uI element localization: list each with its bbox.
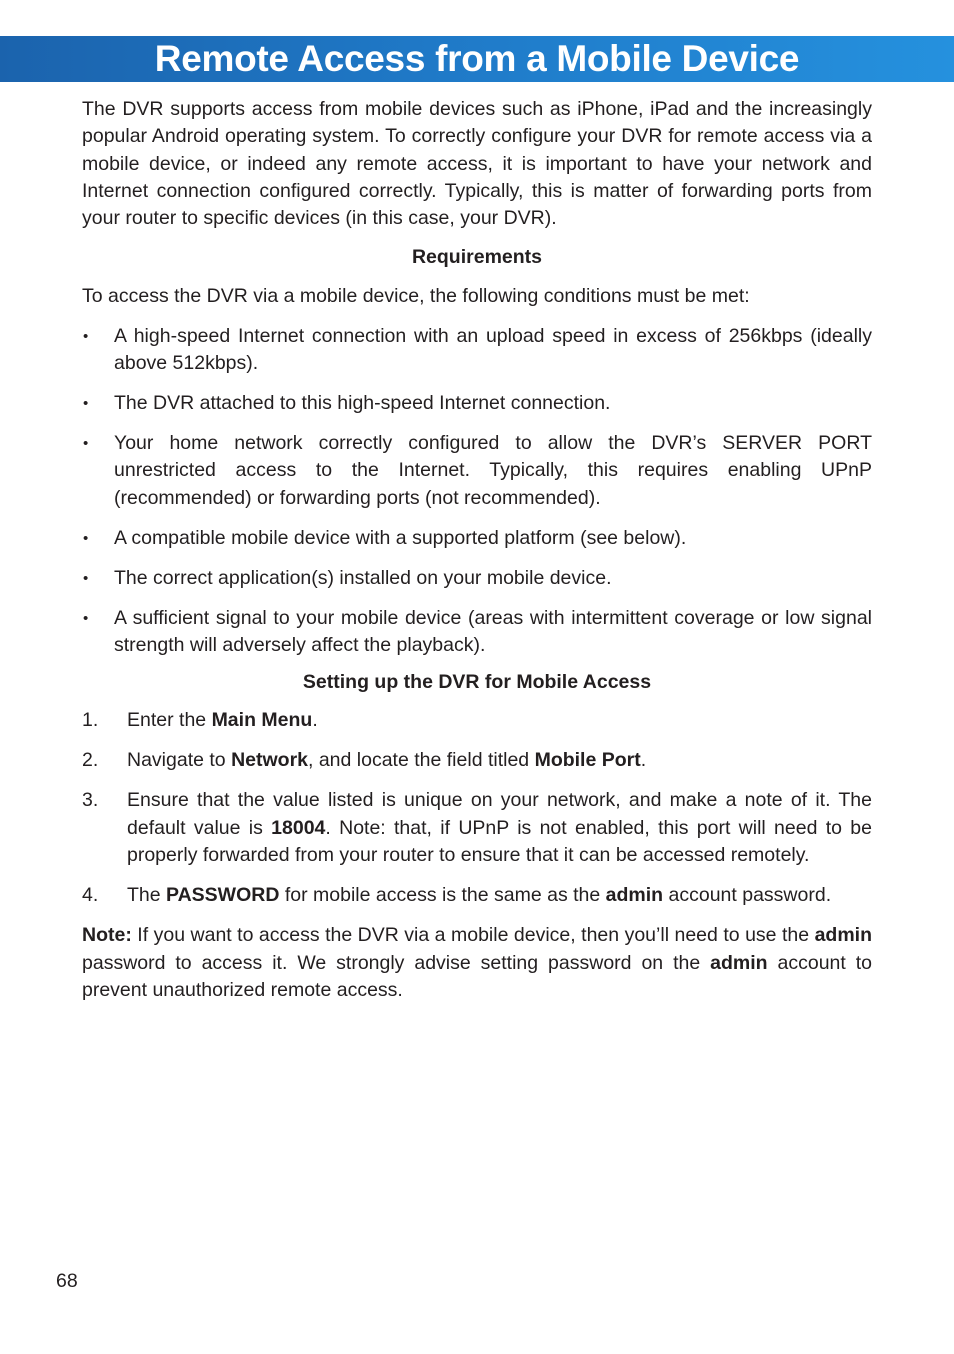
requirements-lead: To access the DVR via a mobile device, the following conditions must be met: [82,284,750,307]
page-title: Remote Access from a Mobile Device [154,38,800,79]
list-item-text: A compatible mobile device with a supported platform (see below). [114,526,687,549]
page-content [82,96,872,1004]
bullet-icon: • [83,569,89,587]
step-text: account password. [663,884,832,907]
step-text: Navigate to [127,749,232,772]
list-item-text: The correct application(s) installed on your mobile device. [114,566,612,589]
list-item-text: A sufficient signal to your mobile device (areas with intermittent coverage or low signal strength will adversely affect the playback). [114,606,872,656]
step-text: . [312,709,318,732]
step-item [82,882,872,909]
list-item-text: Your home network correctly configured to allow the DVR’s SERVER PORT unrestricted access to the Internet. Typically, this requires enabling UPnP (recommended) or forwarding ports (not recommended). [114,432,872,509]
list-item [82,525,872,552]
setup-heading: Setting up the DVR for Mobile Access [302,671,652,694]
list-item [82,605,872,660]
requirements-heading: Requirements [411,246,543,269]
intro-paragraph: The DVR supports access from mobile devices such as iPhone, iPad and the increasingly popular Android operating system. To correctly configure your DVR for remote access via a mobile device, or indeed any remote access, it is important to have your network and Internet connection configured correctly. Typically, this is matter of forwarding ports from your router to specific devices (in this case, your DVR). [82,98,872,230]
list-item [82,390,872,417]
step-text: . Note: that, if UPnP is not enabled, this port will need to be properly forwarded from your router to ensure that it can be accessed remotely. [127,816,872,867]
note-label: Note: [82,924,132,947]
step-text: Ensure that the value listed is unique on your network, and make a note of it. The default value is [127,789,872,839]
step-bold-text: 18004 [271,816,326,839]
step-bold-text: admin [605,884,664,907]
step-number: 1. [82,709,99,732]
step-item [82,707,872,734]
step-text: , and locate the field titled [308,749,535,772]
list-item [82,430,872,512]
note-bold-text: admin [710,951,768,974]
bullet-icon: • [83,435,89,453]
requirements-list [82,323,872,659]
list-item [82,323,872,378]
note-text: account to prevent unauthorized remote access. [82,951,872,1001]
step-text: for mobile access is the same as the [279,884,606,907]
bullet-icon: • [83,327,89,345]
step-text: The [127,884,167,907]
step-number: 4. [82,884,99,907]
step-item [82,787,872,869]
list-item-text: A high-speed Internet connection with an upload speed in excess of 256kbps (ideally above 512kbps). [114,324,872,375]
setup-steps [82,707,872,909]
bullet-icon: • [83,395,89,413]
step-bold-text: Mobile Port [534,749,641,772]
note-paragraph [82,922,872,1004]
step-text: Enter the [127,709,212,732]
step-text: . [640,749,647,772]
step-bold-text: Main Menu [211,709,313,732]
bullet-icon: • [83,609,89,627]
step-number: 3. [82,789,99,812]
list-item-text: The DVR attached to this high-speed Internet connection. [114,392,611,415]
title-banner [0,36,954,82]
step-item [82,747,872,774]
bullet-icon: • [83,529,89,547]
note-bold-text: admin [814,924,872,947]
step-number: 2. [82,749,99,772]
step-bold-text: Network [231,749,308,772]
step-bold-text: PASSWORD [166,884,280,907]
list-item [82,565,872,592]
note-text: If you want to access the DVR via a mobile device, then you’ll need to use the [131,924,815,947]
page-number: 68 [56,1270,78,1292]
note-text: password to access it. We strongly advise setting password on the [82,951,711,974]
